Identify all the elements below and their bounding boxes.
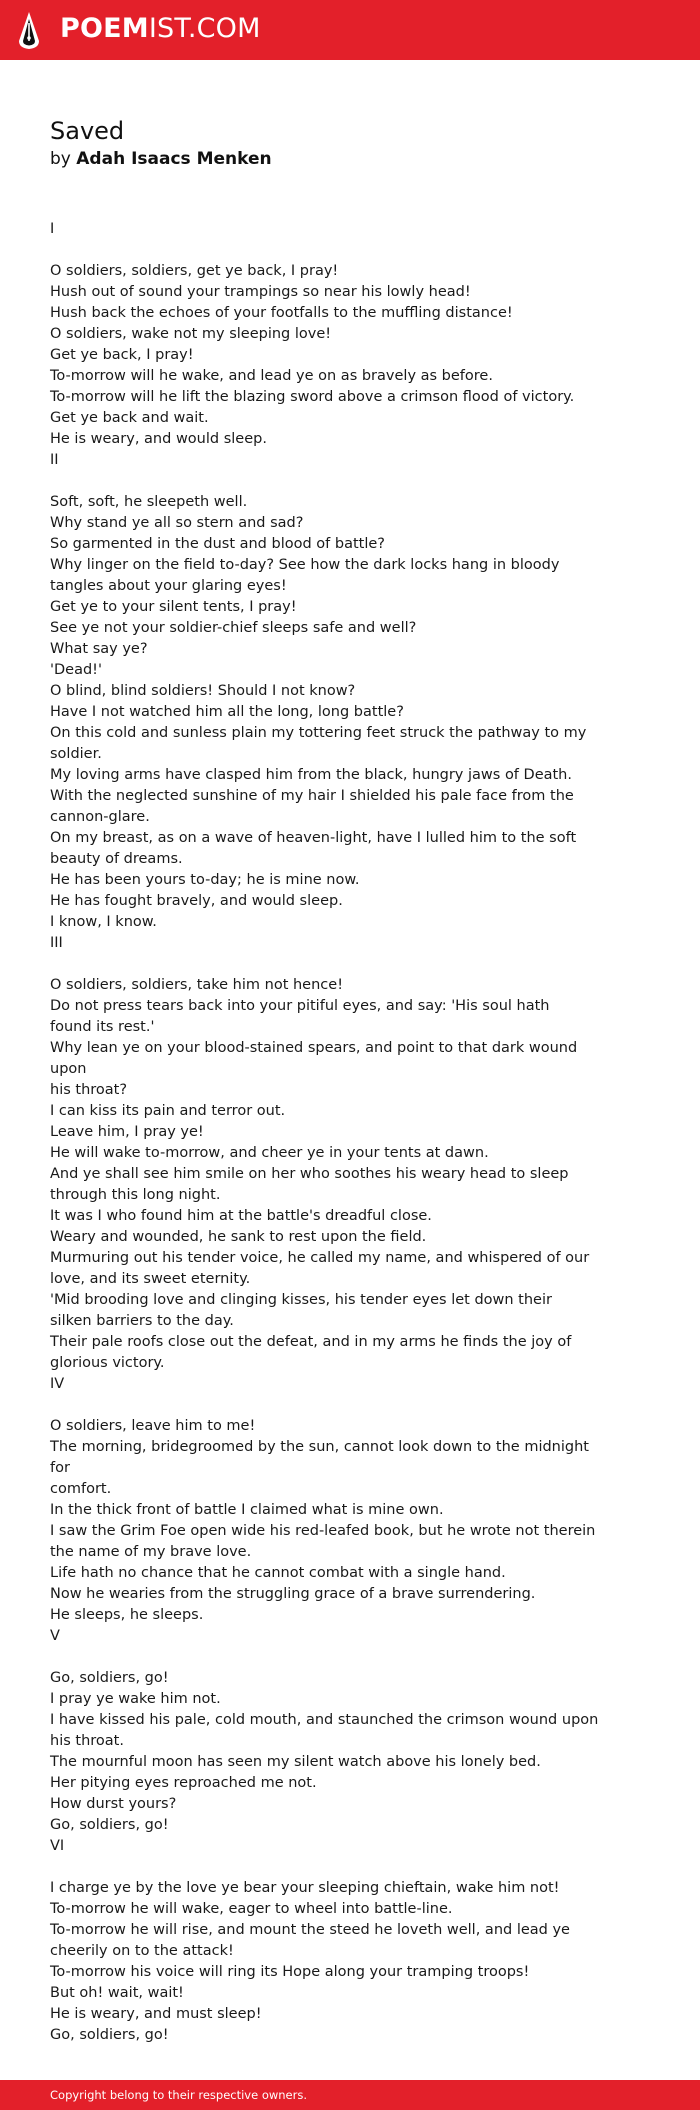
- poem-line: Why linger on the field to-day? See how the dark locks hang in bloody: [50, 557, 560, 573]
- poem-line: IV: [50, 1376, 65, 1392]
- poem-line: He will wake to-morrow, and cheer ye in your tents at dawn.: [50, 1145, 489, 1161]
- poem-line: I have kissed his pale, cold mouth, and staunched the crimson wound upon: [50, 1712, 599, 1728]
- poem-line: III: [50, 935, 63, 951]
- poem-line: soldier.: [50, 746, 102, 762]
- poem-line: O soldiers, soldiers, get ye back, I pray!: [50, 263, 339, 279]
- poem-line: But oh! wait, wait!: [50, 1985, 184, 2001]
- poem-line: I saw the Grim Foe open wide his red-leafed book, but he wrote not therein: [50, 1523, 596, 1539]
- poem-line: To-morrow his voice will ring its Hope along your tramping troops!: [50, 1964, 530, 1980]
- poem-line: Murmuring out his tender voice, he called my name, and whispered of our: [50, 1250, 590, 1266]
- stanza-gap: [50, 1647, 610, 1668]
- poem-line: VI: [50, 1838, 65, 1854]
- poem-line: See ye not your soldier-chief sleeps safe and well?: [50, 620, 417, 636]
- poem-line: Weary and wounded, he sank to rest upon the field.: [50, 1229, 427, 1245]
- poem-line: He is weary, and would sleep.: [50, 431, 267, 447]
- by-prefix: by: [50, 149, 71, 169]
- poem-line: O soldiers, soldiers, take him not hence!: [50, 977, 344, 993]
- poem-line: I: [50, 221, 55, 237]
- stanza-gap: [50, 954, 610, 975]
- poem-line: Go, soldiers, go!: [50, 2027, 169, 2043]
- poem-line: his throat.: [50, 1733, 124, 1749]
- poem-line: Leave him, I pray ye!: [50, 1124, 204, 1140]
- poem-line: tangles about your glaring eyes!: [50, 578, 287, 594]
- poem-line: love, and its sweet eternity.: [50, 1271, 251, 1287]
- poem-title: Saved: [50, 117, 125, 145]
- author-name[interactable]: Adah Isaacs Menken: [76, 149, 272, 169]
- poem-line: Why stand ye all so stern and sad?: [50, 515, 304, 531]
- poem-line: And ye shall see him smile on her who soothes his weary head to sleep: [50, 1166, 569, 1182]
- poem-line: O soldiers, wake not my sleeping love!: [50, 326, 332, 342]
- poem-line: V: [50, 1628, 60, 1644]
- poem-line: Go, soldiers, go!: [50, 1817, 169, 1833]
- poem-line: glorious victory.: [50, 1355, 165, 1371]
- poem-line: So garmented in the dust and blood of battle?: [50, 536, 385, 552]
- poem-line: Hush out of sound your trampings so near his lowly head!: [50, 284, 471, 300]
- poem-line: To-morrow he will rise, and mount the steed he loveth well, and lead ye: [50, 1922, 570, 1938]
- stanza-gap: [50, 1395, 610, 1416]
- poem-line: Life hath no chance that he cannot combat with a single hand.: [50, 1565, 506, 1581]
- site-logo-text[interactable]: [60, 11, 261, 47]
- poem-line: Get ye back and wait.: [50, 410, 209, 426]
- poem-line: On this cold and sunless plain my tottering feet struck the pathway to my: [50, 725, 587, 741]
- poem-line: Their pale roofs close out the defeat, and in my arms he finds the joy of: [50, 1334, 572, 1350]
- poem-line: My loving arms have clasped him from the black, hungry jaws of Death.: [50, 767, 572, 783]
- poem-line: comfort.: [50, 1481, 112, 1497]
- poem-line: The mournful moon has seen my silent watch above his lonely bed.: [50, 1754, 541, 1770]
- poem-line: the name of my brave love.: [50, 1544, 252, 1560]
- poem-body: [50, 219, 610, 2046]
- poem-line: To-morrow will he lift the blazing sword above a crimson flood of victory.: [50, 389, 575, 405]
- poem-line: To-morrow will he wake, and lead ye on as bravely as before.: [50, 368, 493, 384]
- poem-line: I charge ye by the love ye bear your sleeping chieftain, wake him not!: [50, 1880, 560, 1896]
- poem-line: Hush back the echoes of your footfalls to the muffling distance!: [50, 305, 513, 321]
- pen-nib-icon[interactable]: [17, 11, 41, 51]
- poem-line: I can kiss its pain and terror out.: [50, 1103, 286, 1119]
- poem-line: O soldiers, leave him to me!: [50, 1418, 256, 1434]
- poem-line: found its rest.': [50, 1019, 155, 1035]
- poem-line: He sleeps, he sleeps.: [50, 1607, 204, 1623]
- poem-line: O blind, blind soldiers! Should I not know?: [50, 683, 356, 699]
- poem-line: Now he wearies from the struggling grace of a brave surrendering.: [50, 1586, 536, 1602]
- poem-line: II: [50, 452, 59, 468]
- poem-line: Have I not watched him all the long, long battle?: [50, 704, 404, 720]
- poem-line: In the thick front of battle I claimed what is mine own.: [50, 1502, 444, 1518]
- poem-line: 'Dead!': [50, 662, 102, 678]
- poem-line: 'Mid brooding love and clinging kisses, his tender eyes let down their: [50, 1292, 552, 1308]
- poem-line: I know, I know.: [50, 914, 157, 930]
- poem-line: through this long night.: [50, 1187, 221, 1203]
- poem-line: I pray ye wake him not.: [50, 1691, 221, 1707]
- poem-line: Her pitying eyes reproached me not.: [50, 1775, 317, 1791]
- poem-line: Why lean ye on your blood-stained spears, and point to that dark wound upon: [50, 1040, 578, 1077]
- poem-line: silken barriers to the day.: [50, 1313, 234, 1329]
- poem-line: Go, soldiers, go!: [50, 1670, 169, 1686]
- brand-bold: POEM: [60, 13, 149, 44]
- poem-line: He has fought bravely, and would sleep.: [50, 893, 343, 909]
- poem-line: He has been yours to-day; he is mine now.: [50, 872, 360, 888]
- brand-light: IST.COM: [148, 13, 261, 44]
- poem-line: Soft, soft, he sleepeth well.: [50, 494, 248, 510]
- poem-line: Get ye back, I pray!: [50, 347, 194, 363]
- stanza-gap: [50, 471, 610, 492]
- stanza-gap: [50, 240, 610, 261]
- poem-line: He is weary, and must sleep!: [50, 2006, 262, 2022]
- poem-line: What say ye?: [50, 641, 148, 657]
- poem-byline: [50, 147, 272, 171]
- site-footer: [0, 2080, 700, 2110]
- poem-line: his throat?: [50, 1082, 128, 1098]
- poem-line: With the neglected sunshine of my hair I shielded his pale face from the: [50, 788, 574, 804]
- poem-line: To-morrow he will wake, eager to wheel into battle-line.: [50, 1901, 453, 1917]
- poem-line: How durst yours?: [50, 1796, 177, 1812]
- copyright-text: Copyright belong to their respective owners.: [50, 2088, 308, 2102]
- poem-line: On my breast, as on a wave of heaven-light, have I lulled him to the soft: [50, 830, 577, 846]
- poem-line: It was I who found him at the battle's dreadful close.: [50, 1208, 432, 1224]
- poem-line: Do not press tears back into your pitiful eyes, and say: 'His soul hath: [50, 998, 550, 1014]
- poem-line: Get ye to your silent tents, I pray!: [50, 599, 297, 615]
- stanza-gap: [50, 1857, 610, 1878]
- site-header: [0, 0, 700, 60]
- poem-line: cheerily on to the attack!: [50, 1943, 234, 1959]
- poem-line: cannon-glare.: [50, 809, 150, 825]
- poem-line: The morning, bridegroomed by the sun, cannot look down to the midnight for: [50, 1439, 589, 1476]
- poem-line: beauty of dreams.: [50, 851, 183, 867]
